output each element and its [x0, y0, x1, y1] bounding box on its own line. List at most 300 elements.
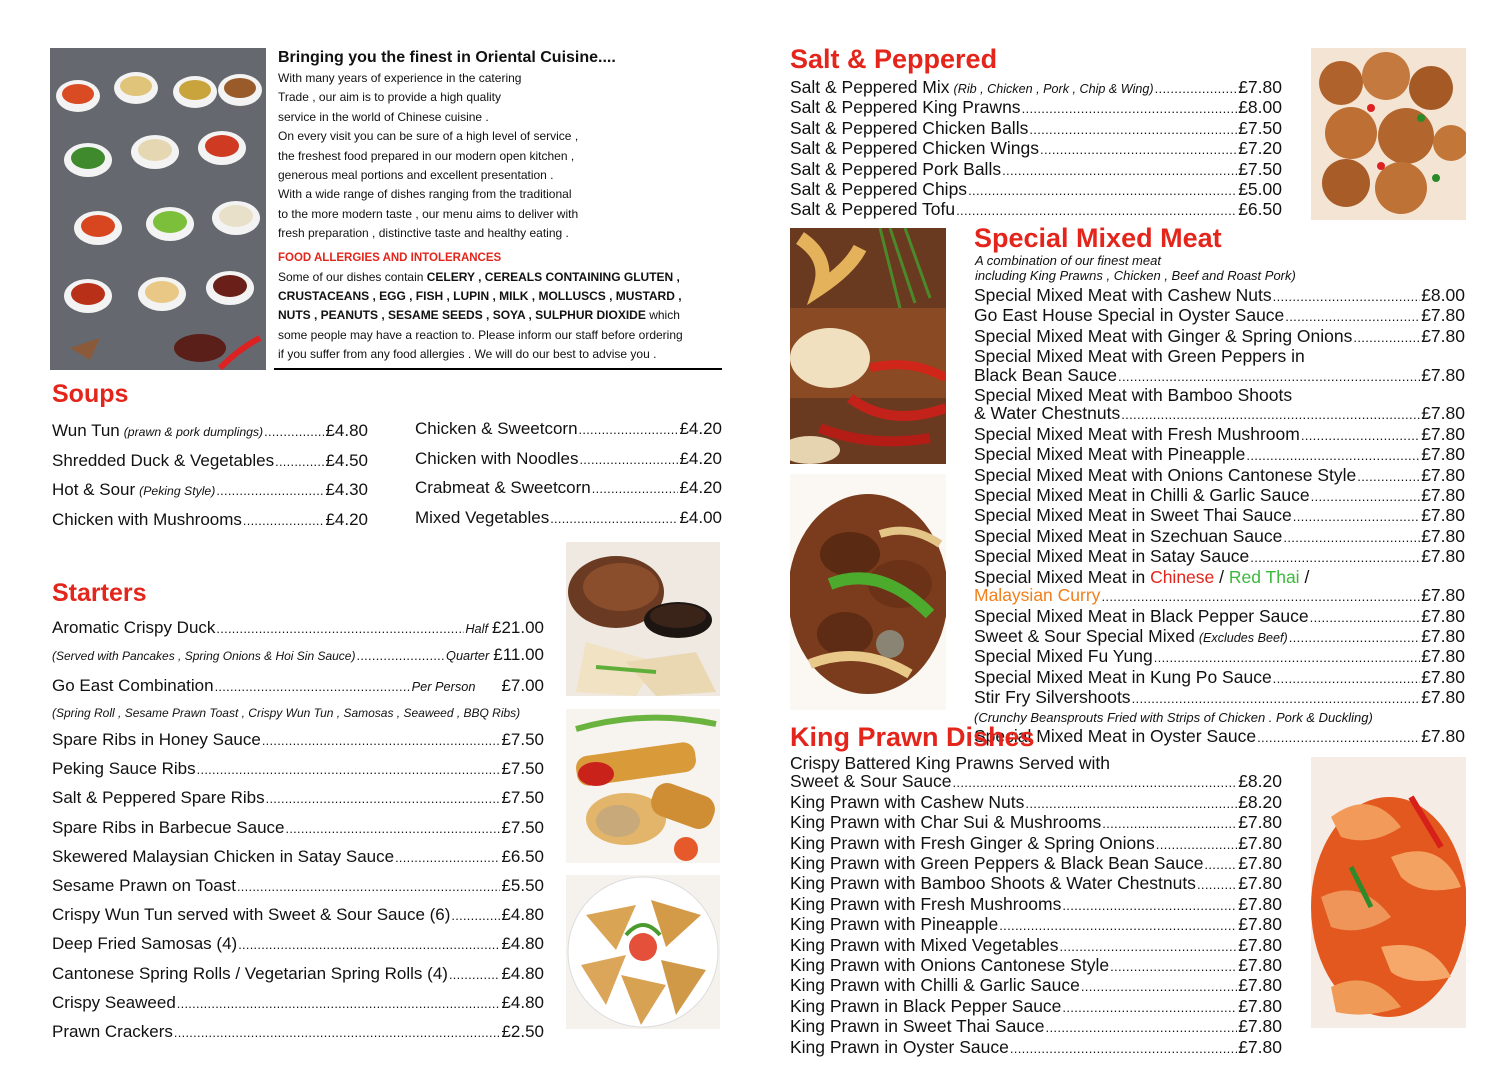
- dot-leader: [956, 200, 1237, 220]
- dot-leader: [243, 506, 325, 536]
- item-name: & Water Chestnuts: [974, 403, 1121, 424]
- intro-line: Trade , our aim is to provide a high quality: [278, 90, 502, 105]
- dot-leader: [1301, 425, 1420, 445]
- intro-title: Bringing you the finest in Oriental Cuisine....: [278, 49, 616, 66]
- item-price: £2.50: [501, 1022, 544, 1042]
- item-name: Prawn Crackers: [52, 1022, 173, 1042]
- dot-leader: [1257, 727, 1420, 747]
- menu-item: [790, 200, 1282, 220]
- menu-item: [974, 366, 1465, 386]
- dot-leader: [1156, 834, 1237, 854]
- allergen-list: NUTS , PEANUTS , SESAME SEEDS , SOYA , SULPHUR DIOXIDE: [278, 308, 646, 323]
- dot-leader: [1353, 327, 1420, 347]
- starters-list: [52, 726, 544, 1047]
- item-price: £7.80: [1421, 325, 1465, 346]
- item-price: £7.50: [501, 817, 544, 837]
- dot-leader: [1040, 139, 1237, 159]
- menu-item: [974, 425, 1465, 445]
- item-price: £7.80: [1421, 444, 1465, 465]
- item-price: £7.80: [1238, 853, 1282, 874]
- king-prawn-list: [790, 754, 1282, 1058]
- item-price: £5.50: [501, 876, 544, 896]
- item-price: £8.20: [1238, 791, 1282, 812]
- dot-leader: [550, 504, 678, 534]
- dot-leader: [1121, 404, 1420, 424]
- allergen-list: CRUSTACEANS , EGG , FISH , LUPIN , MILK , MOLLUSCS , MUSTARD ,: [278, 289, 682, 304]
- curry-separator: /: [1299, 566, 1310, 587]
- dot-leader: [216, 615, 464, 642]
- menu-item-line: [974, 347, 1465, 365]
- dot-leader: [264, 417, 324, 447]
- curry-malaysian: Malaysian Curry: [974, 585, 1101, 606]
- item-price: £7.50: [501, 730, 544, 749]
- item-name: Salt & Peppered Pork Balls: [790, 158, 1002, 179]
- item-name: Special Mixed Meat in Black Pepper Sauce: [974, 605, 1309, 626]
- menu-item: [790, 1038, 1282, 1058]
- intro-line: fresh preparation , distinctive taste and healthy eating .: [278, 226, 569, 241]
- item-name: Crispy Seaweed: [52, 992, 176, 1012]
- dot-leader: [1197, 874, 1237, 894]
- intro-divider: [274, 368, 722, 370]
- starters-heading: Starters: [52, 579, 147, 607]
- item-name: Cantonese Spring Rolls / Vegetarian Spring Rolls (4): [52, 963, 448, 983]
- menu-item: [974, 506, 1465, 526]
- item-name: Special Mixed Meat with Fresh Mushroom: [974, 423, 1300, 444]
- item-price: £4.80: [501, 905, 544, 925]
- allergen-list: CELERY , CEREALS CONTAINING GLUTEN ,: [426, 269, 680, 284]
- item-name: Salt & Peppered Spare Ribs: [52, 788, 265, 808]
- dot-leader: [579, 415, 679, 445]
- menu-item: [790, 180, 1282, 200]
- item-price: £7.80: [1421, 403, 1465, 424]
- menu-item-note: [52, 700, 544, 726]
- item-price: £7.80: [1421, 546, 1465, 567]
- item-price: £7.80: [1238, 812, 1282, 833]
- dot-leader: [1002, 160, 1237, 180]
- item-name: King Prawn with Pineapple: [790, 914, 999, 935]
- item-name: Sesame Prawn on Toast: [52, 876, 236, 896]
- menu-item: [974, 306, 1465, 326]
- dot-leader: [1118, 366, 1420, 386]
- item-name: Skewered Malaysian Chicken in Satay Sauce: [52, 846, 395, 866]
- item-name: Peking Sauce Ribs: [52, 759, 196, 779]
- item-name: King Prawn with Bamboo Shoots & Water Chestnuts: [790, 873, 1196, 894]
- item-note: (Served with Pancakes , Spring Onions & Hoi Sin Sauce): [52, 649, 356, 663]
- intro-section: [278, 48, 726, 365]
- item-name: Special Mixed Meat with Green Peppers in: [974, 346, 1305, 367]
- menu-item: [790, 956, 1282, 976]
- menu-item: [415, 474, 722, 504]
- item-name: Special Mixed Meat in Satay Sauce: [974, 546, 1250, 567]
- menu-item: [415, 415, 722, 445]
- item-price: £7.80: [1421, 687, 1465, 708]
- item-name: Special Mixed Meat in Szechuan Sauce: [974, 525, 1283, 546]
- item-price: £7.80: [1238, 893, 1282, 914]
- menu-item: [790, 874, 1282, 894]
- soups-right-list: [415, 415, 722, 533]
- item-price: £7.80: [1238, 832, 1282, 853]
- menu-item: [974, 466, 1465, 486]
- item-name: Special Mixed Meat in: [974, 566, 1151, 587]
- item-price: £7.80: [1421, 646, 1465, 667]
- menu-item: [790, 793, 1282, 813]
- dot-leader: [999, 915, 1237, 935]
- allergy-title: FOOD ALLERGIES AND INTOLERANCES: [278, 251, 502, 264]
- dot-leader: [1310, 607, 1421, 627]
- item-price: £7.80: [1238, 873, 1282, 894]
- special-mixed-list: [974, 286, 1465, 747]
- item-price: £7.80: [1421, 625, 1465, 646]
- item-price: £7.50: [1238, 158, 1282, 179]
- menu-item: [974, 668, 1465, 688]
- dot-leader: [215, 673, 411, 700]
- item-name: Aromatic Crispy Duck: [52, 618, 216, 637]
- dot-leader: [1273, 668, 1421, 688]
- menu-item: [52, 1018, 544, 1047]
- dot-leader: [1204, 854, 1237, 874]
- intro-line: to the more modern taste , our menu aims to deliver with: [278, 206, 579, 221]
- dot-leader: [449, 960, 501, 989]
- dot-leader: [952, 772, 1237, 792]
- item-price: £8.00: [1421, 285, 1465, 305]
- intro-line: the freshest food prepared in our modern open kitchen ,: [278, 148, 575, 163]
- curry-red-thai: Red Thai: [1228, 566, 1300, 587]
- salt-peppered-list: [790, 78, 1282, 221]
- menu-item: [52, 901, 544, 930]
- menu-item: [974, 688, 1465, 708]
- dot-leader: [1029, 119, 1237, 139]
- menu-item: [52, 506, 368, 536]
- item-price: £7.50: [501, 788, 544, 808]
- dot-leader: [238, 930, 500, 959]
- menu-item: [790, 854, 1282, 874]
- menu-item: [52, 989, 544, 1018]
- dot-leader: [1022, 98, 1238, 118]
- item-name: Black Bean Sauce: [974, 364, 1118, 385]
- menu-item: [974, 607, 1465, 627]
- item-price: £7.80: [1421, 666, 1465, 687]
- spices-photo: [50, 48, 266, 370]
- soups-heading: Soups: [52, 380, 129, 408]
- menu-item: [52, 447, 368, 477]
- item-price: £7.80: [1421, 485, 1465, 506]
- portion-label: Quarter: [446, 648, 490, 663]
- dot-leader: [1102, 813, 1237, 833]
- chilli-ginger-photo: [790, 228, 946, 464]
- item-name: Special Mixed Meat with Cashew Nuts: [974, 285, 1272, 305]
- item-name: King Prawn in Sweet Thai Sauce: [790, 1016, 1045, 1037]
- item-name: Special Mixed Meat with Bamboo Shoots: [974, 385, 1293, 406]
- item-name: Special Mixed Meat in Oyster Sauce: [974, 725, 1257, 746]
- menu-item: [52, 417, 368, 447]
- allergy-line: if you suffer from any food allergies . We will do our best to advise you .: [278, 347, 657, 362]
- intro-line: generous meal portions and excellent presentation .: [278, 168, 554, 183]
- dot-leader: [1046, 1017, 1238, 1037]
- item-name: Sweet & Sour Sauce: [790, 771, 952, 792]
- item-name: Special Mixed Meat with Ginger & Spring Onions: [974, 325, 1353, 346]
- special-mixed-desc: including King Prawns , Chicken , Beef and Roast Pork): [975, 268, 1296, 283]
- menu-item: [974, 727, 1465, 747]
- menu-item: [974, 627, 1465, 647]
- item-price: £4.80: [501, 934, 544, 954]
- item-name: Sweet & Sour Special Mixed: [974, 625, 1195, 646]
- dot-leader: [579, 445, 678, 475]
- dot-leader: [1357, 466, 1420, 486]
- item-price: £7.80: [1238, 934, 1282, 955]
- item-price: £11.00: [493, 645, 544, 664]
- menu-item: [52, 642, 544, 669]
- dot-leader: [356, 642, 445, 669]
- item-name: Spare Ribs in Honey Sauce: [52, 730, 261, 749]
- menu-item: [415, 504, 722, 534]
- item-name: King Prawn with Green Peppers & Black Bean Sauce: [790, 853, 1204, 874]
- item-name: Special Mixed Meat in Chilli & Garlic Sauce: [974, 485, 1310, 506]
- portion-label: Half: [465, 621, 488, 636]
- item-name: Deep Fried Samosas (4): [52, 934, 238, 954]
- item-price: £7.50: [501, 759, 544, 779]
- menu-item: [790, 997, 1282, 1017]
- item-name: King Prawn in Oyster Sauce: [790, 1036, 1009, 1057]
- item-name: Salt & Peppered Chicken Wings: [790, 138, 1040, 159]
- item-price: £4.20: [679, 419, 722, 438]
- item-name: King Prawn with Onions Cantonese Style: [790, 955, 1110, 976]
- intro-line: With many years of experience in the catering: [278, 71, 522, 85]
- stirfry-photo: [790, 474, 946, 710]
- dot-leader: [1154, 647, 1421, 667]
- intro-line: With a wide range of dishes ranging from the traditional: [278, 187, 572, 202]
- dot-leader: [1062, 895, 1237, 915]
- item-name: Special Mixed Meat with Onions Cantonese Style: [974, 464, 1357, 485]
- dot-leader: [1273, 286, 1421, 306]
- item-price: £7.80: [1421, 725, 1465, 746]
- item-name: Wun Tun: [52, 421, 120, 440]
- dot-leader: [1293, 506, 1420, 526]
- item-price: £7.80: [1421, 305, 1465, 326]
- item-name: Special Mixed Meat in Kung Po Sauce: [974, 666, 1272, 687]
- allergy-line: [278, 287, 726, 306]
- dot-leader: [1132, 688, 1421, 708]
- menu-item: [52, 726, 544, 755]
- allergy-line: [278, 268, 726, 287]
- menu-item: [52, 872, 544, 901]
- menu-item-line: [974, 386, 1465, 404]
- dot-leader: [1155, 78, 1238, 98]
- menu-item: [52, 615, 544, 642]
- item-name: King Prawn with Mixed Vegetables: [790, 934, 1059, 955]
- salt-pepper-photo: [1311, 48, 1466, 220]
- dot-leader: [285, 814, 500, 843]
- item-price: £4.30: [325, 480, 368, 499]
- item-name: Salt & Peppered Mix: [790, 77, 950, 97]
- dot-leader: [1289, 627, 1420, 647]
- menu-item: [52, 930, 544, 959]
- menu-item: [790, 895, 1282, 915]
- item-name: Crispy Wun Tun served with Sweet & Sour Sauce (6): [52, 905, 451, 925]
- dot-leader: [275, 447, 324, 477]
- item-price: £6.50: [501, 846, 544, 866]
- item-price: £4.80: [501, 992, 544, 1012]
- dot-leader: [216, 476, 324, 506]
- item-price: £7.20: [1238, 138, 1282, 159]
- menu-item: [974, 445, 1465, 465]
- item-price: £7.80: [1421, 464, 1465, 485]
- portion-label: Per Person: [411, 679, 476, 694]
- item-price: £4.20: [679, 478, 722, 497]
- menu-item: [974, 647, 1465, 667]
- item-name: Hot & Sour: [52, 480, 136, 499]
- special-mixed-heading: Special Mixed Meat: [974, 223, 1222, 253]
- item-name: King Prawn with Fresh Mushrooms: [790, 893, 1062, 914]
- menu-item: [974, 404, 1465, 424]
- menu-item-line: [790, 754, 1282, 772]
- item-name: Special Mixed Fu Yung: [974, 646, 1153, 667]
- menu-item: [52, 755, 544, 784]
- item-price: £4.80: [501, 963, 544, 983]
- dot-leader: [262, 726, 501, 755]
- starters-duck-block: [52, 615, 544, 726]
- item-price: £7.80: [1238, 1036, 1282, 1057]
- item-price: £4.80: [325, 421, 368, 440]
- menu-item: [52, 476, 368, 506]
- item-name: King Prawn with Cashew Nuts: [790, 791, 1025, 812]
- item-name: Mixed Vegetables: [415, 507, 550, 527]
- item-price: £7.80: [1238, 955, 1282, 976]
- item-name: Salt & Peppered King Prawns: [790, 97, 1021, 118]
- item-price: £7.80: [1421, 585, 1465, 606]
- menu-item: [790, 160, 1282, 180]
- menu-item: [790, 936, 1282, 956]
- menu-item: [790, 1017, 1282, 1037]
- intro-line: service in the world of Chinese cuisine .: [278, 109, 489, 124]
- item-price: £7.00: [501, 676, 544, 695]
- item-price: £4.20: [325, 509, 368, 529]
- dot-leader: [1101, 586, 1420, 606]
- item-name: King Prawn with Chilli & Garlic Sauce: [790, 975, 1080, 996]
- item-name: King Prawn in Black Pepper Sauce: [790, 995, 1062, 1016]
- duck-photo: [566, 542, 720, 696]
- item-note: (Crunchy Beansprouts Fried with Strips of Chicken . Pork & Duckling): [974, 709, 1373, 725]
- king-prawn-heading: King Prawn Dishes: [790, 722, 1035, 752]
- menu-item: [790, 976, 1282, 996]
- dot-leader: [1246, 445, 1420, 465]
- menu-item: [974, 286, 1465, 306]
- menu-item: [790, 834, 1282, 854]
- menu-item: [790, 98, 1282, 118]
- item-name: Go East House Special in Oyster Sauce: [974, 305, 1285, 326]
- menu-item: [52, 843, 544, 872]
- item-price: £6.50: [1238, 199, 1282, 220]
- item-name: Chicken with Noodles: [415, 448, 579, 468]
- curry-chinese: Chinese: [1150, 566, 1215, 587]
- allergy-text: which: [645, 308, 680, 323]
- item-price: £4.00: [679, 507, 722, 527]
- king-prawn-photo: [1311, 757, 1466, 1028]
- menu-item: [790, 772, 1282, 792]
- dot-leader: [968, 180, 1237, 200]
- item-note: (Rib , Chicken , Pork , Chip & Wing): [953, 82, 1154, 96]
- menu-item: [52, 960, 544, 989]
- dot-leader: [174, 1018, 501, 1047]
- item-price: £7.80: [1421, 525, 1465, 546]
- allergy-line: some people may have a reaction to. Please inform our staff before ordering: [278, 327, 683, 342]
- menu-item: [974, 586, 1465, 606]
- item-name: Special Mixed Meat in Sweet Thai Sauce: [974, 505, 1292, 526]
- item-note: (Spring Roll , Sesame Prawn Toast , Crispy Wun Tun , Samosas , Seaweed , BBQ Ribs): [52, 706, 521, 720]
- menu-item: [790, 78, 1282, 98]
- menu-item: [974, 547, 1465, 567]
- dot-leader: [395, 843, 500, 872]
- dot-leader: [1081, 976, 1237, 996]
- dot-leader: [1311, 486, 1421, 506]
- menu-item: [790, 813, 1282, 833]
- menu-item: [790, 915, 1282, 935]
- item-price: £7.80: [1238, 1016, 1282, 1037]
- item-price: £7.80: [1238, 995, 1282, 1016]
- item-name: King Prawn with Char Sui & Mushrooms: [790, 812, 1102, 833]
- menu-item: [790, 139, 1282, 159]
- item-name: Spare Ribs in Barbecue Sauce: [52, 817, 285, 837]
- item-note: (Peking Style): [139, 484, 216, 498]
- item-name: Crispy Battered King Prawns Served with: [790, 753, 1110, 773]
- item-name: Salt & Peppered Chicken Balls: [790, 117, 1029, 138]
- dot-leader: [237, 872, 500, 901]
- menu-item: [415, 445, 722, 475]
- dot-leader: [177, 989, 501, 1018]
- item-name: Crabmeat & Sweetcorn: [415, 478, 591, 497]
- item-name: Salt & Peppered Tofu: [790, 199, 956, 220]
- dot-leader: [197, 755, 501, 784]
- item-note: (prawn & pork dumplings): [123, 425, 264, 439]
- item-name: Salt & Peppered Chips: [790, 179, 968, 200]
- dot-leader: [1285, 306, 1420, 326]
- item-price: £7.80: [1421, 423, 1465, 444]
- item-price: £4.20: [679, 448, 722, 468]
- menu-item-line: [974, 568, 1465, 586]
- item-price: £4.50: [325, 450, 368, 470]
- menu-item: [790, 119, 1282, 139]
- item-name: Chicken & Sweetcorn: [415, 419, 578, 438]
- item-price: £8.20: [1238, 771, 1282, 792]
- allergy-line: [278, 306, 726, 325]
- menu-item: [52, 814, 544, 843]
- item-price: £21.00: [492, 618, 544, 637]
- curry-separator: /: [1214, 566, 1229, 587]
- dot-leader: [1250, 547, 1420, 567]
- item-price: £7.50: [1238, 117, 1282, 138]
- item-name: King Prawn with Fresh Ginger & Spring Onions: [790, 832, 1155, 853]
- item-name: Special Mixed Meat with Pineapple: [974, 444, 1246, 465]
- intro-line: On every visit you can be sure of a high level of service ,: [278, 129, 579, 144]
- soups-left-list: [52, 417, 368, 535]
- item-price: £5.00: [1238, 179, 1282, 200]
- item-price: £7.80: [1421, 505, 1465, 526]
- item-price: £7.80: [1421, 364, 1465, 385]
- special-mixed-desc: A combination of our finest meat: [975, 253, 1161, 268]
- item-name: Shredded Duck & Vegetables: [52, 450, 275, 470]
- dot-leader: [451, 901, 500, 930]
- menu-item: [974, 527, 1465, 547]
- dot-leader: [1110, 956, 1237, 976]
- menu-item: [974, 327, 1465, 347]
- item-note: (Excludes Beef): [1198, 630, 1288, 645]
- menu-item-note: [974, 709, 1465, 727]
- prawn-toast-photo: [566, 875, 720, 1029]
- menu-item: [974, 486, 1465, 506]
- item-price: £7.80: [1421, 605, 1465, 626]
- item-name: Stir Fry Silvershoots: [974, 687, 1131, 708]
- allergy-text: Some of our dishes contain: [278, 269, 427, 284]
- dot-leader: [1059, 936, 1237, 956]
